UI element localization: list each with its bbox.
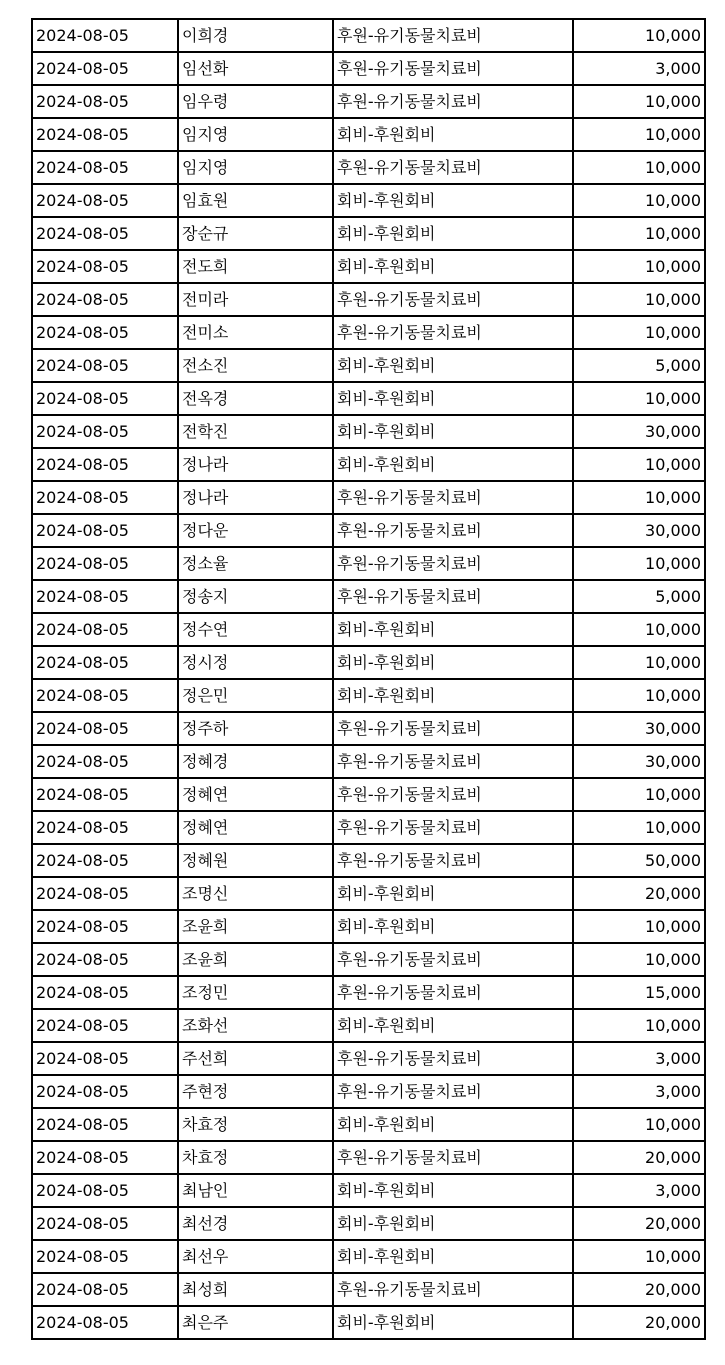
date-cell: 2024-08-05 — [32, 1108, 178, 1141]
amount-cell: 10,000 — [573, 646, 705, 679]
category-cell: 회비-후원회비 — [333, 1306, 573, 1339]
name-cell: 임지영 — [178, 118, 333, 151]
category-cell: 후원-유기동물치료비 — [333, 844, 573, 877]
amount-cell: 30,000 — [573, 712, 705, 745]
table-row — [32, 778, 705, 811]
ledger-body — [32, 19, 705, 1339]
name-cell: 임선화 — [178, 52, 333, 85]
category-cell: 후원-유기동물치료비 — [333, 283, 573, 316]
table-row — [32, 382, 705, 415]
name-cell: 정다운 — [178, 514, 333, 547]
amount-cell: 3,000 — [573, 52, 705, 85]
date-cell: 2024-08-05 — [32, 877, 178, 910]
table-row — [32, 283, 705, 316]
category-cell: 회비-후원회비 — [333, 1174, 573, 1207]
category-cell: 후원-유기동물치료비 — [333, 1042, 573, 1075]
category-cell: 회비-후원회비 — [333, 1207, 573, 1240]
category-cell: 후원-유기동물치료비 — [333, 580, 573, 613]
amount-cell: 10,000 — [573, 118, 705, 151]
amount-cell: 50,000 — [573, 844, 705, 877]
table-row — [32, 19, 705, 52]
category-cell: 회비-후원회비 — [333, 448, 573, 481]
amount-cell: 20,000 — [573, 1141, 705, 1174]
amount-cell: 20,000 — [573, 1273, 705, 1306]
date-cell: 2024-08-05 — [32, 85, 178, 118]
category-cell: 후원-유기동물치료비 — [333, 316, 573, 349]
amount-cell: 10,000 — [573, 217, 705, 250]
name-cell: 정나라 — [178, 448, 333, 481]
date-cell: 2024-08-05 — [32, 118, 178, 151]
category-cell: 회비-후원회비 — [333, 382, 573, 415]
date-cell: 2024-08-05 — [32, 811, 178, 844]
table-row — [32, 448, 705, 481]
category-cell: 회비-후원회비 — [333, 1240, 573, 1273]
donation-ledger-table — [31, 18, 706, 1340]
table-row — [32, 547, 705, 580]
category-cell: 회비-후원회비 — [333, 118, 573, 151]
date-cell: 2024-08-05 — [32, 349, 178, 382]
name-cell: 차효정 — [178, 1141, 333, 1174]
date-cell: 2024-08-05 — [32, 217, 178, 250]
amount-cell: 10,000 — [573, 184, 705, 217]
amount-cell: 5,000 — [573, 580, 705, 613]
amount-cell: 30,000 — [573, 415, 705, 448]
date-cell: 2024-08-05 — [32, 1042, 178, 1075]
amount-cell: 10,000 — [573, 316, 705, 349]
category-cell: 후원-유기동물치료비 — [333, 481, 573, 514]
amount-cell: 10,000 — [573, 910, 705, 943]
category-cell: 회비-후원회비 — [333, 217, 573, 250]
category-cell: 후원-유기동물치료비 — [333, 151, 573, 184]
table-row — [32, 1108, 705, 1141]
table-row — [32, 679, 705, 712]
category-cell: 후원-유기동물치료비 — [333, 976, 573, 1009]
date-cell: 2024-08-05 — [32, 184, 178, 217]
date-cell: 2024-08-05 — [32, 250, 178, 283]
name-cell: 전소진 — [178, 349, 333, 382]
table-row — [32, 646, 705, 679]
name-cell: 조화선 — [178, 1009, 333, 1042]
table-row — [32, 976, 705, 1009]
category-cell: 회비-후원회비 — [333, 415, 573, 448]
category-cell: 회비-후원회비 — [333, 877, 573, 910]
table-row — [32, 910, 705, 943]
name-cell: 최남인 — [178, 1174, 333, 1207]
name-cell: 최성희 — [178, 1273, 333, 1306]
table-row — [32, 943, 705, 976]
table-row — [32, 1141, 705, 1174]
category-cell: 회비-후원회비 — [333, 910, 573, 943]
name-cell: 임지영 — [178, 151, 333, 184]
date-cell: 2024-08-05 — [32, 646, 178, 679]
table-row — [32, 316, 705, 349]
category-cell: 후원-유기동물치료비 — [333, 547, 573, 580]
table-row — [32, 712, 705, 745]
date-cell: 2024-08-05 — [32, 19, 178, 52]
date-cell: 2024-08-05 — [32, 1273, 178, 1306]
date-cell: 2024-08-05 — [32, 1009, 178, 1042]
amount-cell: 10,000 — [573, 943, 705, 976]
table-row — [32, 1042, 705, 1075]
table-row — [32, 1306, 705, 1339]
date-cell: 2024-08-05 — [32, 580, 178, 613]
date-cell: 2024-08-05 — [32, 1207, 178, 1240]
name-cell: 정은민 — [178, 679, 333, 712]
amount-cell: 10,000 — [573, 151, 705, 184]
amount-cell: 5,000 — [573, 349, 705, 382]
amount-cell: 30,000 — [573, 745, 705, 778]
amount-cell: 10,000 — [573, 547, 705, 580]
date-cell: 2024-08-05 — [32, 1174, 178, 1207]
amount-cell: 15,000 — [573, 976, 705, 1009]
category-cell: 회비-후원회비 — [333, 250, 573, 283]
amount-cell: 10,000 — [573, 19, 705, 52]
date-cell: 2024-08-05 — [32, 943, 178, 976]
table-row — [32, 151, 705, 184]
table-row — [32, 1207, 705, 1240]
date-cell: 2024-08-05 — [32, 778, 178, 811]
name-cell: 정나라 — [178, 481, 333, 514]
date-cell: 2024-08-05 — [32, 52, 178, 85]
amount-cell: 10,000 — [573, 1009, 705, 1042]
name-cell: 정수연 — [178, 613, 333, 646]
table-row — [32, 118, 705, 151]
category-cell: 후원-유기동물치료비 — [333, 1141, 573, 1174]
amount-cell: 20,000 — [573, 1306, 705, 1339]
table-row — [32, 250, 705, 283]
name-cell: 조정민 — [178, 976, 333, 1009]
table-row — [32, 85, 705, 118]
table-row — [32, 1240, 705, 1273]
category-cell: 후원-유기동물치료비 — [333, 514, 573, 547]
amount-cell: 10,000 — [573, 613, 705, 646]
date-cell: 2024-08-05 — [32, 382, 178, 415]
category-cell: 회비-후원회비 — [333, 1009, 573, 1042]
name-cell: 정혜경 — [178, 745, 333, 778]
category-cell: 회비-후원회비 — [333, 679, 573, 712]
category-cell: 후원-유기동물치료비 — [333, 52, 573, 85]
date-cell: 2024-08-05 — [32, 745, 178, 778]
date-cell: 2024-08-05 — [32, 547, 178, 580]
table-row — [32, 1174, 705, 1207]
date-cell: 2024-08-05 — [32, 481, 178, 514]
name-cell: 장순규 — [178, 217, 333, 250]
name-cell: 최은주 — [178, 1306, 333, 1339]
table-row — [32, 877, 705, 910]
amount-cell: 10,000 — [573, 1240, 705, 1273]
date-cell: 2024-08-05 — [32, 910, 178, 943]
amount-cell: 20,000 — [573, 1207, 705, 1240]
table-row — [32, 415, 705, 448]
name-cell: 정송지 — [178, 580, 333, 613]
category-cell: 회비-후원회비 — [333, 184, 573, 217]
amount-cell: 10,000 — [573, 250, 705, 283]
table-row — [32, 580, 705, 613]
name-cell: 이희경 — [178, 19, 333, 52]
amount-cell: 20,000 — [573, 877, 705, 910]
name-cell: 주선희 — [178, 1042, 333, 1075]
table-row — [32, 811, 705, 844]
table-row — [32, 514, 705, 547]
date-cell: 2024-08-05 — [32, 448, 178, 481]
date-cell: 2024-08-05 — [32, 283, 178, 316]
date-cell: 2024-08-05 — [32, 712, 178, 745]
date-cell: 2024-08-05 — [32, 1141, 178, 1174]
name-cell: 정시정 — [178, 646, 333, 679]
category-cell: 후원-유기동물치료비 — [333, 778, 573, 811]
date-cell: 2024-08-05 — [32, 613, 178, 646]
name-cell: 정주하 — [178, 712, 333, 745]
date-cell: 2024-08-05 — [32, 679, 178, 712]
table-row — [32, 349, 705, 382]
date-cell: 2024-08-05 — [32, 1240, 178, 1273]
category-cell: 후원-유기동물치료비 — [333, 85, 573, 118]
table-row — [32, 217, 705, 250]
name-cell: 조윤희 — [178, 910, 333, 943]
date-cell: 2024-08-05 — [32, 514, 178, 547]
name-cell: 정혜연 — [178, 778, 333, 811]
category-cell: 후원-유기동물치료비 — [333, 811, 573, 844]
name-cell: 최선우 — [178, 1240, 333, 1273]
category-cell: 회비-후원회비 — [333, 1108, 573, 1141]
amount-cell: 10,000 — [573, 1108, 705, 1141]
table-row — [32, 1009, 705, 1042]
category-cell: 회비-후원회비 — [333, 613, 573, 646]
amount-cell: 10,000 — [573, 481, 705, 514]
date-cell: 2024-08-05 — [32, 1075, 178, 1108]
amount-cell: 10,000 — [573, 382, 705, 415]
table-row — [32, 481, 705, 514]
category-cell: 후원-유기동물치료비 — [333, 943, 573, 976]
name-cell: 전미소 — [178, 316, 333, 349]
date-cell: 2024-08-05 — [32, 316, 178, 349]
name-cell: 전학진 — [178, 415, 333, 448]
amount-cell: 3,000 — [573, 1075, 705, 1108]
name-cell: 전도희 — [178, 250, 333, 283]
name-cell: 전미라 — [178, 283, 333, 316]
name-cell: 전옥경 — [178, 382, 333, 415]
amount-cell: 3,000 — [573, 1174, 705, 1207]
date-cell: 2024-08-05 — [32, 844, 178, 877]
name-cell: 임효원 — [178, 184, 333, 217]
date-cell: 2024-08-05 — [32, 1306, 178, 1339]
name-cell: 정혜원 — [178, 844, 333, 877]
category-cell: 회비-후원회비 — [333, 646, 573, 679]
category-cell: 후원-유기동물치료비 — [333, 19, 573, 52]
name-cell: 정혜연 — [178, 811, 333, 844]
table-row — [32, 1075, 705, 1108]
amount-cell: 10,000 — [573, 448, 705, 481]
name-cell: 임우령 — [178, 85, 333, 118]
name-cell: 정소율 — [178, 547, 333, 580]
name-cell: 최선경 — [178, 1207, 333, 1240]
amount-cell: 10,000 — [573, 778, 705, 811]
name-cell: 차효정 — [178, 1108, 333, 1141]
category-cell: 후원-유기동물치료비 — [333, 745, 573, 778]
date-cell: 2024-08-05 — [32, 151, 178, 184]
category-cell: 후원-유기동물치료비 — [333, 1075, 573, 1108]
amount-cell: 30,000 — [573, 514, 705, 547]
category-cell: 후원-유기동물치료비 — [333, 1273, 573, 1306]
table-row — [32, 844, 705, 877]
name-cell: 조윤희 — [178, 943, 333, 976]
date-cell: 2024-08-05 — [32, 415, 178, 448]
amount-cell: 10,000 — [573, 85, 705, 118]
amount-cell: 10,000 — [573, 283, 705, 316]
table-row — [32, 1273, 705, 1306]
name-cell: 조명신 — [178, 877, 333, 910]
date-cell: 2024-08-05 — [32, 976, 178, 1009]
category-cell: 회비-후원회비 — [333, 349, 573, 382]
amount-cell: 3,000 — [573, 1042, 705, 1075]
amount-cell: 10,000 — [573, 811, 705, 844]
table-row — [32, 184, 705, 217]
table-row — [32, 745, 705, 778]
amount-cell: 10,000 — [573, 679, 705, 712]
name-cell: 주현정 — [178, 1075, 333, 1108]
table-row — [32, 613, 705, 646]
table-row — [32, 52, 705, 85]
category-cell: 후원-유기동물치료비 — [333, 712, 573, 745]
